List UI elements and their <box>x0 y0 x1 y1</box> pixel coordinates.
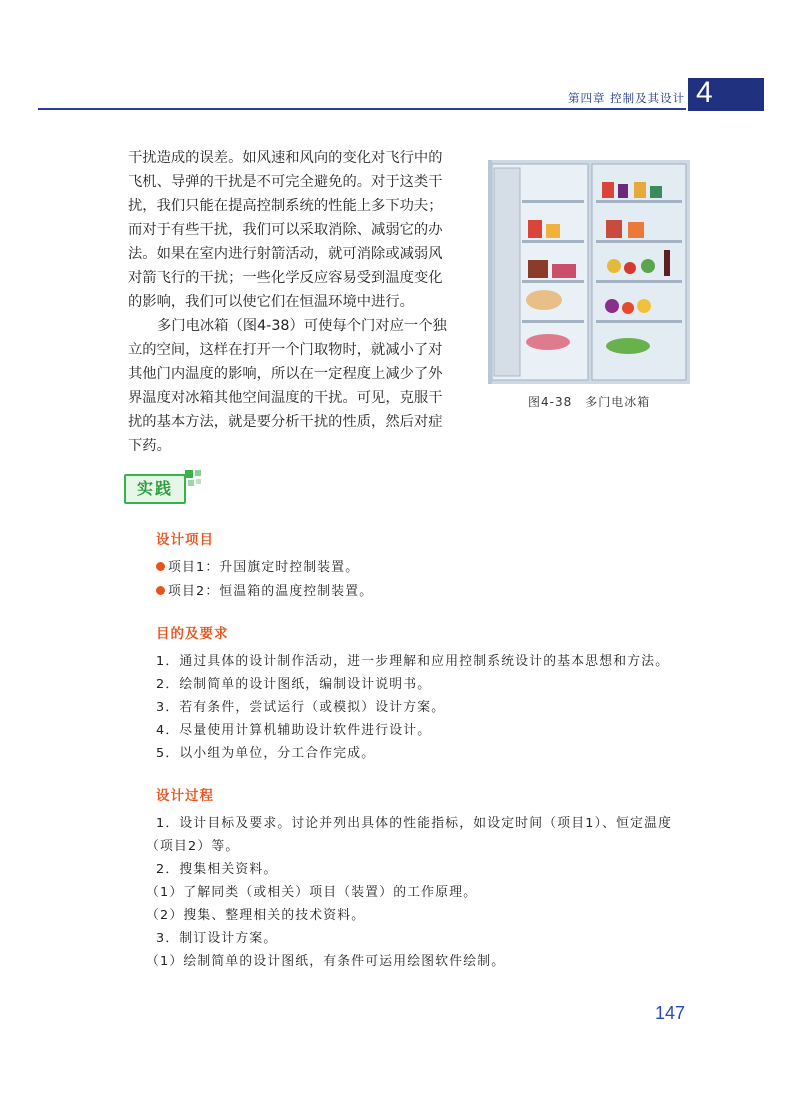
design-items-title: 设计项目 <box>156 532 214 548</box>
chapter-number: 4 <box>696 76 713 109</box>
text-line: 的影响，我们可以使它们在恒温环境中进行。 <box>128 294 414 310</box>
paragraph-2 <box>128 314 447 458</box>
page-number: 147 <box>655 1003 686 1023</box>
text-line: 扰的基本方法，就是要分析干扰的性质，然后对症 <box>128 414 443 430</box>
design-item-text: 项目1：升国旗定时控制装置。 <box>168 560 360 575</box>
text-line: 其他门内温度的影响，所以在一定程度上减少了外 <box>128 366 443 382</box>
text-line: 干扰造成的误差。如风速和风向的变化对飞行中的 <box>128 150 443 166</box>
design-item <box>156 556 359 575</box>
bullet-icon <box>156 562 165 571</box>
text-line: 扰，我们只能在提高控制系统的性能上多下功夫； <box>128 198 443 214</box>
process-line: （项目2）等。 <box>146 839 240 854</box>
text-line: 对箭飞行的干扰；一些化学反应容易受到温度变化 <box>128 270 443 286</box>
practice-label <box>124 474 186 504</box>
text-line: 而对于有些干扰，我们可以采取消除、减弱它的办 <box>128 222 443 238</box>
text-line: 多门电冰箱（图4-38）可使每个门对应一个独 <box>157 318 447 334</box>
decor-square <box>188 480 194 486</box>
text-line: 立的空间，这样在打开一个门取物时，就减小了对 <box>128 342 443 358</box>
refrigerator-illustration <box>488 160 690 384</box>
process-line: 1．设计目标及要求。讨论并列出具体的性能指标，如设定时间（项目1）、恒定温度 <box>156 816 673 831</box>
header-rule <box>38 108 686 110</box>
process-line: 3．制订设计方案。 <box>156 931 278 946</box>
bullet-icon <box>156 586 165 595</box>
goal-item: 2．绘制简单的设计图纸，编制设计说明书。 <box>156 677 432 692</box>
goals-title: 目的及要求 <box>156 626 229 642</box>
goal-item: 5．以小组为单位，分工合作完成。 <box>156 746 376 761</box>
text-line: 飞机、导弹的干扰是不可完全避免的。对于这类干 <box>128 174 443 190</box>
left-door <box>494 168 520 376</box>
process-line: （1）绘制简单的设计图纸，有条件可运用绘图软件绘制。 <box>146 954 506 969</box>
process-line: （1）了解同类（或相关）项目（装置）的工作原理。 <box>146 885 478 900</box>
text-line: 界温度对冰箱其他空间温度的干扰。可见，克服干 <box>128 390 443 406</box>
chapter-title: 第四章 控制及其设计 <box>568 91 686 105</box>
process-title: 设计过程 <box>156 788 214 804</box>
design-item-text: 项目2：恒温箱的温度控制装置。 <box>168 584 374 599</box>
decor-square <box>195 470 201 476</box>
goal-item: 1．通过具体的设计制作活动，进一步理解和应用控制系统设计的基本思想和方法。 <box>156 654 670 669</box>
design-item <box>156 580 373 599</box>
process-line: 2．搜集相关资料。 <box>156 862 278 877</box>
decor-square <box>196 479 201 484</box>
text-line: 下药。 <box>128 438 171 454</box>
decor-square <box>185 470 193 478</box>
goal-item: 4．尽量使用计算机辅助设计软件进行设计。 <box>156 723 432 738</box>
text-line: 法。如果在室内进行射箭活动，就可消除或减弱风 <box>128 246 443 262</box>
practice-label-box: 实践 <box>124 474 186 504</box>
process-line: （2）搜集、整理相关的技术资料。 <box>146 908 366 923</box>
goal-item: 3．若有条件，尝试运行（或模拟）设计方案。 <box>156 700 446 715</box>
figure-caption: 图4-38 多门电冰箱 <box>528 395 651 409</box>
paragraph-1 <box>128 146 443 314</box>
